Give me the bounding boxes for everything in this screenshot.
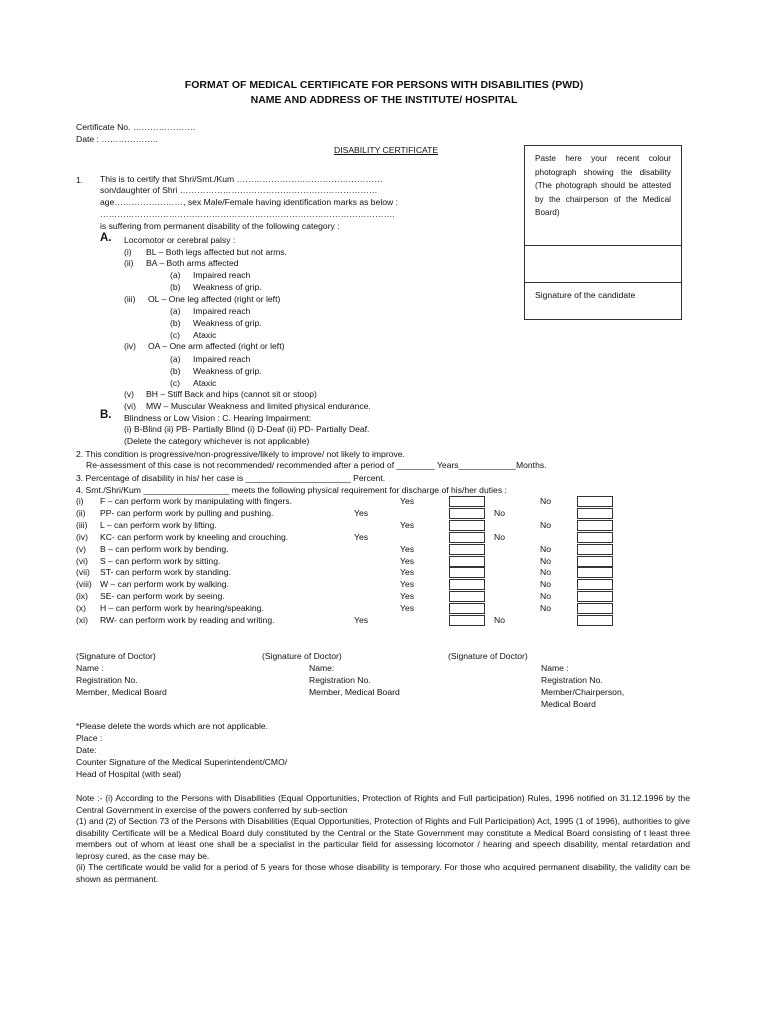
requirement-text: SE- can perform work by seeing. xyxy=(100,591,225,602)
item-number: (iii) xyxy=(124,294,136,304)
no-label: No xyxy=(494,531,505,542)
item-text: BA – Both arms affected xyxy=(146,258,239,268)
no-label: No xyxy=(540,519,551,530)
board-role: Member/Chairperson, xyxy=(541,687,625,697)
photo-blank-box xyxy=(524,245,682,283)
yes-checkbox[interactable] xyxy=(449,544,485,555)
note-1: Note :- (i) According to the Persons with Disabilities (Equal Opportunities, Protection of Rights and Full participation) Rules, 1996 notified on 31.12.1996 by the Central Government in exercise of the powers conferred by sub-section xyxy=(76,793,690,815)
subitem-number: (c) xyxy=(170,330,181,340)
no-label: No xyxy=(540,579,551,590)
section-title: DISABILITY CERTIFICATE xyxy=(334,145,439,155)
item-text: BL – Both legs affected but not arms. xyxy=(146,247,287,257)
doctor-name-field: Name: xyxy=(309,663,335,673)
yes-label: Yes xyxy=(400,567,415,578)
no-checkbox[interactable] xyxy=(577,579,613,590)
no-checkbox[interactable] xyxy=(577,591,613,602)
no-checkbox[interactable] xyxy=(577,603,613,614)
counter-signature: Counter Signature of the Medical Superintendent/CMO/ xyxy=(76,757,288,767)
requirement-text: ST- can perform work by standing. xyxy=(100,567,231,578)
no-checkbox[interactable] xyxy=(577,556,613,567)
requirement-text: F – can perform work by manipulating with fingers. xyxy=(100,496,293,506)
date-field: Date: xyxy=(76,745,97,755)
subitem-text: Impaired reach xyxy=(193,354,251,364)
yes-checkbox[interactable] xyxy=(449,520,485,531)
subitem-text: Weakness of grip. xyxy=(193,282,262,292)
requirement-text: W – can perform work by walking. xyxy=(100,579,229,590)
no-label: No xyxy=(540,496,551,506)
certificate-date: Date : ……………….. xyxy=(76,134,158,144)
doctor-signature-label: (Signature of Doctor) xyxy=(448,651,528,661)
requirement-number: (ix) xyxy=(76,591,88,602)
yes-label: Yes xyxy=(400,519,415,530)
doctor-name-field: Name : xyxy=(541,663,569,673)
yes-label: Yes xyxy=(400,579,415,590)
requirement-text: S – can perform work by sitting. xyxy=(100,555,221,566)
registration-no-field: Registration No. xyxy=(541,675,603,685)
yes-checkbox[interactable] xyxy=(449,508,485,519)
yes-checkbox[interactable] xyxy=(449,615,485,626)
age-sex-line: age……………………, sex Male/Female having identification marks as below : xyxy=(100,197,399,207)
item-text: OL – One leg affected (right or left) xyxy=(148,294,281,304)
subitem-number: (a) xyxy=(170,306,181,316)
item-number: (i) xyxy=(124,247,132,257)
requirement-number: (v) xyxy=(76,543,87,554)
yes-checkbox[interactable] xyxy=(449,567,485,578)
subitem-number: (a) xyxy=(170,354,181,364)
registration-no-field: Registration No. xyxy=(76,675,138,685)
yes-checkbox[interactable] xyxy=(449,603,485,614)
requirement-number: (iii) xyxy=(76,519,88,530)
subitem-text: Weakness of grip. xyxy=(193,318,262,328)
certificate-no: Certificate No. …………………. xyxy=(76,122,196,132)
category-b-text: Blindness or Low Vision : C. Hearing Impairment: xyxy=(124,413,312,423)
requirement-text: RW- can perform work by reading and writing. xyxy=(100,615,275,625)
candidate-signature-box[interactable] xyxy=(524,282,682,320)
no-label: No xyxy=(494,615,505,625)
form-title: FORMAT OF MEDICAL CERTIFICATE FOR PERSONS WITH DISABILITIES (PWD) xyxy=(184,79,584,91)
item-text: OA – One arm affected (right or left) xyxy=(148,341,285,351)
subitem-text: Ataxic xyxy=(193,378,217,388)
note-3: (ii) The certificate would be valid for a period of 5 years for those whose disability is temporary. For those who acquired permanent disability, the validity can be shown as permanent. xyxy=(76,862,690,884)
subitem-number: (b) xyxy=(170,318,181,328)
subitem-text: Weakness of grip. xyxy=(193,366,262,376)
yes-label: Yes xyxy=(400,555,415,566)
subitem-number: (a) xyxy=(170,270,181,280)
category-b-line2: (i) B-Blind (ii) PB- Partially Blind (i) D-Deaf (ii) PD- Partially Deaf. xyxy=(124,424,370,434)
yes-checkbox[interactable] xyxy=(449,556,485,567)
certify-line: This is to certify that Shri/Smt./Kum …………………………………………… xyxy=(100,174,383,184)
place-field: Place : xyxy=(76,733,103,743)
doctor-signature-label: (Signature of Doctor) xyxy=(76,651,156,661)
board-role: Member, Medical Board xyxy=(76,687,167,697)
item-number: (v) xyxy=(124,389,135,399)
section2-line1: 2. This condition is progressive/non-progressive/likely to improve/ not likely to improve. xyxy=(76,449,405,459)
requirement-text: PP- can perform work by pulling and pushing. xyxy=(100,507,274,518)
requirement-number: (vii) xyxy=(76,567,90,578)
yes-label: Yes xyxy=(354,507,369,518)
no-label: No xyxy=(540,555,551,566)
requirement-text: KC- can perform work by kneeling and crouching. xyxy=(100,531,289,542)
category-a-label: A. xyxy=(100,232,112,244)
yes-checkbox[interactable] xyxy=(449,532,485,543)
requirement-number: (x) xyxy=(76,603,87,614)
section2-line2: Re-assessment of this case is not recommended/ recommended after a period of ________ Years____________Months. xyxy=(86,460,547,470)
candidate-signature-label: Signature of the candidate xyxy=(535,290,636,300)
identification-marks-line: …………………………………………………………………………………………. xyxy=(100,209,395,219)
no-checkbox[interactable] xyxy=(577,532,613,543)
no-checkbox[interactable] xyxy=(577,615,613,626)
delete-note: *Please delete the words which are not applicable. xyxy=(76,721,269,731)
registration-no-field: Registration No. xyxy=(309,675,371,685)
no-label: No xyxy=(540,591,551,602)
photo-box[interactable] xyxy=(524,145,682,246)
section1-number: 1. xyxy=(76,175,84,185)
board-role-extra: Medical Board xyxy=(541,699,596,709)
requirement-text: B – can perform work by bending. xyxy=(100,543,229,554)
yes-label: Yes xyxy=(354,531,369,542)
head-of-hospital: Head of Hospital (with seal) xyxy=(76,769,182,779)
category-a-text: Locomotor or cerebral palsy : xyxy=(124,235,236,245)
board-role: Member, Medical Board xyxy=(309,687,400,697)
institute-title: NAME AND ADDRESS OF THE INSTITUTE/ HOSPITAL xyxy=(250,94,518,106)
parent-line: son/daughter of Shri …………………………………………………………… xyxy=(100,185,378,195)
no-label: No xyxy=(540,567,551,578)
item-text: BH – Stiff Back and hips (cannot sit or stoop) xyxy=(146,389,317,399)
yes-checkbox[interactable] xyxy=(449,591,485,602)
yes-checkbox[interactable] xyxy=(449,579,485,590)
no-checkbox[interactable] xyxy=(577,520,613,531)
category-b-line3: (Delete the category whichever is not applicable) xyxy=(124,436,310,446)
yes-checkbox[interactable] xyxy=(449,496,485,507)
category-b-label: B. xyxy=(100,409,112,421)
subitem-number: (c) xyxy=(170,378,181,388)
item-text: MW – Muscular Weakness and limited physical endurance. xyxy=(146,401,371,411)
requirement-text: H – can perform work by hearing/speaking. xyxy=(100,603,264,614)
yes-label: Yes xyxy=(400,496,415,506)
doctor-name-field: Name : xyxy=(76,663,104,673)
item-number: (ii) xyxy=(124,258,134,268)
photo-instructions: Paste here your recent colour photograph showing the disability (The photograph should be attested by the chairperson of the Medical Board) xyxy=(535,154,671,218)
doctor-signature-label: (Signature of Doctor) xyxy=(262,651,342,661)
subitem-text: Impaired reach xyxy=(193,270,251,280)
no-label: No xyxy=(540,543,551,554)
requirement-number: (vi) xyxy=(76,555,88,566)
no-checkbox[interactable] xyxy=(577,508,613,519)
yes-label: Yes xyxy=(400,543,415,554)
no-checkbox[interactable] xyxy=(577,567,613,578)
subitem-number: (b) xyxy=(170,366,181,376)
item-number: (vi) xyxy=(124,401,136,411)
requirement-number: (viii) xyxy=(76,579,92,590)
no-label: No xyxy=(494,507,505,518)
requirement-number: (i) xyxy=(76,496,84,506)
requirement-text: L – can perform work by lifting. xyxy=(100,519,217,530)
yes-label: Yes xyxy=(400,591,415,602)
subitem-text: Impaired reach xyxy=(193,306,251,316)
subitem-number: (b) xyxy=(170,282,181,292)
requirement-number: (xi) xyxy=(76,615,88,625)
subitem-text: Ataxic xyxy=(193,330,217,340)
requirement-number: (ii) xyxy=(76,507,86,518)
requirement-number: (iv) xyxy=(76,531,88,542)
note-2: (1) and (2) of Section 73 of the Persons with Disabilities (Equal Opportunities, Protection of Rights and Full Participation) Act, 1995 (1 of 1996), authorities to give disability Certificate will be a Medical Board duly constituted by the Central or the State Government may constitute a Medical Board consisting of t least three members out of whom at least one shall be a specialist in the particular field for assessing locomotor / hearing and speech disability, mental retardation and leprosy cured, as the case may be. xyxy=(76,816,690,861)
yes-label: Yes xyxy=(354,615,369,625)
section3-line: 3. Percentage of disability in his/ her case is ______________________ Percent. xyxy=(76,473,386,483)
yes-label: Yes xyxy=(400,603,415,614)
no-checkbox[interactable] xyxy=(577,544,613,555)
suffering-line: is suffering from permanent disability of the following category : xyxy=(100,221,340,231)
no-label: No xyxy=(540,603,551,614)
section4-line: 4. Smt./Shri/Kum __________________ meets the following physical requirement for discharge of his/her duties : xyxy=(76,485,507,495)
item-number: (iv) xyxy=(124,341,136,351)
no-checkbox[interactable] xyxy=(577,496,613,507)
